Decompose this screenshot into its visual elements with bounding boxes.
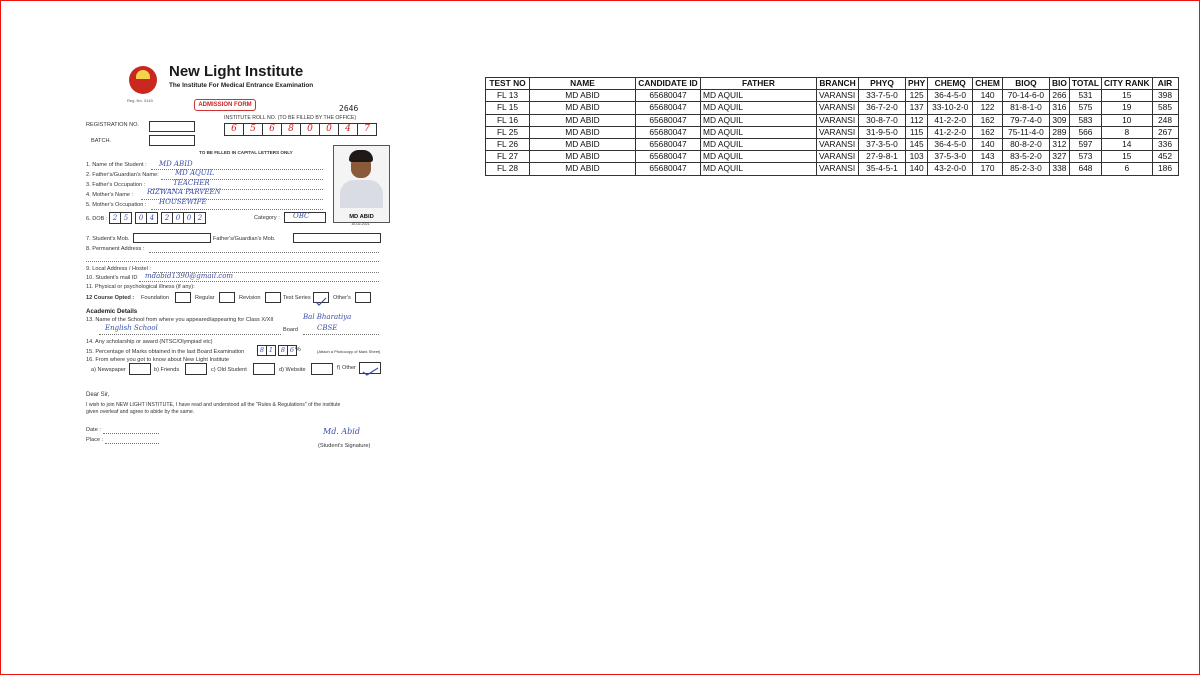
table-cell: 267 xyxy=(1152,126,1178,138)
table-cell: VARANSI xyxy=(817,139,859,151)
table-cell: VARANSI xyxy=(817,114,859,126)
source-other: f) Other xyxy=(337,365,356,371)
table-cell: 65680047 xyxy=(636,151,701,163)
table-cell: MD AQUIL xyxy=(701,114,817,126)
dotted-line xyxy=(99,334,281,335)
column-header: PHY xyxy=(906,78,928,90)
table-cell: FL 26 xyxy=(486,139,530,151)
table-cell: 309 xyxy=(1049,114,1069,126)
mother-occupation-value: HOUSEWIFE xyxy=(159,198,207,206)
student-name-value: MD ABID xyxy=(159,160,193,168)
table-cell: 31-9-5-0 xyxy=(859,126,906,138)
table-header-row xyxy=(486,78,1179,90)
table-cell: 85-2-3-0 xyxy=(1002,163,1049,175)
column-header: BIO xyxy=(1049,78,1069,90)
table-cell: 81-8-1-0 xyxy=(1002,102,1049,114)
column-header: TEST NO xyxy=(486,78,530,90)
course-option-regular: Regular xyxy=(195,295,215,301)
school-name-value-1: Bal Bharatiya xyxy=(303,313,352,321)
table-row xyxy=(486,163,1179,175)
dob-label: 6. DOB : xyxy=(86,216,108,222)
table-cell: 36-4-5-0 xyxy=(928,90,973,102)
old-student-checkbox xyxy=(253,363,275,375)
table-cell: VARANSI xyxy=(817,90,859,102)
table-cell: MD AQUIL xyxy=(701,163,817,175)
signature-label: (Student's Signature) xyxy=(318,443,371,449)
dob-boxes xyxy=(109,212,205,224)
friends-checkbox xyxy=(185,363,207,375)
photo-caption: MD ABID xyxy=(349,214,374,220)
dob-digit: 2 xyxy=(194,212,206,224)
roll-no-digit: 8 xyxy=(281,123,301,136)
roll-no-digit: 6 xyxy=(224,123,244,136)
dob-digit: 0 xyxy=(135,212,147,224)
table-cell: 248 xyxy=(1152,114,1178,126)
table-cell: 65680047 xyxy=(636,163,701,175)
table-row xyxy=(486,102,1179,114)
table-cell: 115 xyxy=(906,126,928,138)
table-cell: FL 16 xyxy=(486,114,530,126)
table-cell: MD ABID xyxy=(530,163,636,175)
batch-box xyxy=(149,135,195,146)
roll-no-digit: 6 xyxy=(262,123,282,136)
table-cell: MD ABID xyxy=(530,139,636,151)
roll-no-label: INSTITUTE ROLL NO. (TO BE FILLED BY THE OFFICE) xyxy=(224,115,357,121)
board-label: Board xyxy=(283,327,298,333)
table-cell: 140 xyxy=(973,90,1003,102)
category-label: Category : xyxy=(254,215,280,221)
column-header: NAME xyxy=(530,78,636,90)
table-cell: 79-7-4-0 xyxy=(1002,114,1049,126)
declaration-line-1: I wish to join NEW LIGHT INSTITUTE, I have read and understood all the "Rules & Regulations" of the institute xyxy=(86,402,341,408)
dob-digit: 2 xyxy=(161,212,173,224)
percentage-digit: 6 xyxy=(287,345,297,356)
mother-name-value: RIZWANA PARVEEN xyxy=(147,188,221,196)
table-cell: 36-4-5-0 xyxy=(928,139,973,151)
website-checkbox xyxy=(311,363,333,375)
dotted-line xyxy=(149,252,379,253)
roll-no-digit: 4 xyxy=(338,123,358,136)
mother-occupation-label: 5. Mother's Occupation : xyxy=(86,202,147,208)
email-value: mdabid1390@gmail.com xyxy=(145,272,234,280)
percentage-digit: 1 xyxy=(266,345,276,356)
registration-no-label: REGISTRATION NO. xyxy=(86,122,140,128)
table-cell: 43-2-0-0 xyxy=(928,163,973,175)
table-cell: 65680047 xyxy=(636,102,701,114)
column-header: BIOQ xyxy=(1002,78,1049,90)
table-cell: FL 28 xyxy=(486,163,530,175)
student-name-label: 1. Name of the Student : xyxy=(86,162,147,168)
table-cell: 65680047 xyxy=(636,126,701,138)
table-row xyxy=(486,151,1179,163)
know-about-label: 16. From where you got to know about New Light Institute xyxy=(86,357,230,363)
table-cell: 35-4-5-1 xyxy=(859,163,906,175)
column-header: CHEMQ xyxy=(928,78,973,90)
dob-digit: 2 xyxy=(109,212,121,224)
table-cell: 27-9-8-1 xyxy=(859,151,906,163)
table-cell: 338 xyxy=(1049,163,1069,175)
column-header: FATHER xyxy=(701,78,817,90)
board-value: CBSE xyxy=(317,324,338,332)
father-name-value: MD AQUIL xyxy=(175,169,215,177)
course-option-foundation: Foundation xyxy=(141,295,169,301)
table-cell: MD AQUIL xyxy=(701,126,817,138)
logo-lamp-icon xyxy=(136,70,150,79)
source-friends: b) Friends xyxy=(154,367,180,373)
check-mark-icon xyxy=(314,297,328,306)
father-occupation-label: 3. Father's Occupation : xyxy=(86,182,146,188)
table-cell: 36-7-2-0 xyxy=(859,102,906,114)
student-signature: Md. Abid xyxy=(323,427,360,436)
father-occupation-value: TEACHER xyxy=(173,179,210,187)
table-cell: 585 xyxy=(1152,102,1178,114)
email-label: 10. Student's mail ID xyxy=(86,275,138,281)
table-cell: 80-8-2-0 xyxy=(1002,139,1049,151)
dotted-line xyxy=(86,261,379,262)
dear-sir: Dear Sir, xyxy=(86,392,110,398)
regular-checkbox xyxy=(219,292,235,303)
guardian-mob-box xyxy=(293,233,381,243)
local-address-label: 9. Local Address / Hostel : xyxy=(86,266,151,272)
foundation-checkbox xyxy=(175,292,191,303)
table-cell: MD ABID xyxy=(530,151,636,163)
student-mob-label: 7. Student's Mob. xyxy=(86,236,130,242)
table-cell: 140 xyxy=(973,139,1003,151)
table-cell: 15 xyxy=(1102,151,1152,163)
table-cell: 143 xyxy=(973,151,1003,163)
table-cell: 65680047 xyxy=(636,90,701,102)
table-cell: 6 xyxy=(1102,163,1152,175)
column-header: CITY RANK xyxy=(1102,78,1152,90)
guardian-mob-label: Father's/Guardian's Mob. xyxy=(213,236,276,242)
table-cell: 103 xyxy=(906,151,928,163)
student-photo xyxy=(333,145,390,223)
table-cell: MD ABID xyxy=(530,114,636,126)
dob-digit: 0 xyxy=(183,212,195,224)
percentage-digit: 8 xyxy=(278,345,288,356)
table-cell: 75-11-4-0 xyxy=(1002,126,1049,138)
table-cell: 186 xyxy=(1152,163,1178,175)
table-row xyxy=(486,114,1179,126)
table-cell: 316 xyxy=(1049,102,1069,114)
source-website: d) Website xyxy=(279,367,306,373)
batch-label: BATCH. xyxy=(91,138,112,144)
table-cell: 10 xyxy=(1102,114,1152,126)
table-cell: 398 xyxy=(1152,90,1178,102)
dotted-line xyxy=(303,334,379,335)
table-cell: 122 xyxy=(973,102,1003,114)
roll-no-digit: 0 xyxy=(319,123,339,136)
table-cell: VARANSI xyxy=(817,151,859,163)
course-option-others: Other's xyxy=(333,295,351,301)
table-cell: 8 xyxy=(1102,126,1152,138)
check-mark-icon xyxy=(360,366,380,376)
table-cell: 125 xyxy=(906,90,928,102)
roll-no-digit: 5 xyxy=(243,123,263,136)
student-mob-box xyxy=(133,233,211,243)
illness-label: 11. Physical or psychological illness (if any): xyxy=(86,284,195,290)
table-cell: MD AQUIL xyxy=(701,151,817,163)
percentage-label: 15. Percentage of Marks obtained in the last Board Examination xyxy=(86,349,245,355)
school-name-value-2: English School xyxy=(105,324,158,332)
table-cell: 83-5-2-0 xyxy=(1002,151,1049,163)
table-cell: 41-2-2-0 xyxy=(928,114,973,126)
table-header xyxy=(486,78,1179,90)
table-body xyxy=(486,90,1179,175)
dob-digit: 4 xyxy=(146,212,158,224)
dotted-line xyxy=(151,209,323,210)
dob-digit: 0 xyxy=(172,212,184,224)
table-cell: 112 xyxy=(906,114,928,126)
table-cell: MD AQUIL xyxy=(701,90,817,102)
dotted-line xyxy=(139,281,379,282)
table-cell: 33-10-2-0 xyxy=(928,102,973,114)
others-checkbox xyxy=(355,292,371,303)
photo-hair xyxy=(349,150,373,162)
table-cell: 266 xyxy=(1049,90,1069,102)
percent-sign: % xyxy=(295,346,301,353)
roll-no-boxes xyxy=(224,123,376,136)
source-newspaper: a) Newspaper xyxy=(91,367,126,373)
date-label: Date : xyxy=(86,427,101,433)
table-cell: 19 xyxy=(1102,102,1152,114)
table-cell: 137 xyxy=(906,102,928,114)
table-cell: 30-8-7-0 xyxy=(859,114,906,126)
table-cell: MD ABID xyxy=(530,102,636,114)
table-cell: 65680047 xyxy=(636,139,701,151)
table-cell: VARANSI xyxy=(817,126,859,138)
table-cell: FL 25 xyxy=(486,126,530,138)
dotted-line xyxy=(103,433,159,434)
roll-no-digit: 7 xyxy=(357,123,377,136)
course-option-test-series: Test Series xyxy=(283,295,311,301)
column-header: AIR xyxy=(1152,78,1178,90)
table-cell: 140 xyxy=(906,163,928,175)
institute-subtitle: The Institute For Medical Entrance Examination xyxy=(169,82,314,89)
percentage-digit: 8 xyxy=(257,345,267,356)
dotted-line xyxy=(105,443,159,444)
table-cell: MD AQUIL xyxy=(701,102,817,114)
declaration-line-2: given overleaf and agree to abide by the same. xyxy=(86,409,195,415)
table-cell: 37-3-5-0 xyxy=(859,139,906,151)
table-cell: 648 xyxy=(1069,163,1101,175)
course-opted-label: 12 Course Opted : xyxy=(86,295,135,301)
test-series-checkbox xyxy=(313,292,329,303)
table-cell: 583 xyxy=(1069,114,1101,126)
roll-no-digit: 0 xyxy=(300,123,320,136)
table-cell: 597 xyxy=(1069,139,1101,151)
column-header: CANDIDATE ID xyxy=(636,78,701,90)
table-cell: VARANSI xyxy=(817,102,859,114)
school-label: 13. Name of the School from where you appeared/appearing for Class X/XII xyxy=(86,317,274,323)
course-option-revision: Revision xyxy=(239,295,261,301)
table-cell: 573 xyxy=(1069,151,1101,163)
table-cell: 15 xyxy=(1102,90,1152,102)
table-cell: 575 xyxy=(1069,102,1101,114)
table-cell: MD ABID xyxy=(530,126,636,138)
source-old-student: c) Old Student xyxy=(211,367,247,373)
percentage-boxes xyxy=(257,345,296,356)
registration-number-note: Reg. No. 3140 xyxy=(127,98,153,103)
revision-checkbox xyxy=(265,292,281,303)
table-cell: 145 xyxy=(906,139,928,151)
table-cell: 327 xyxy=(1049,151,1069,163)
table-cell: MD ABID xyxy=(530,90,636,102)
table-cell: 566 xyxy=(1069,126,1101,138)
table-cell: 65680047 xyxy=(636,114,701,126)
table-cell: MD AQUIL xyxy=(701,139,817,151)
form-number: 2646 xyxy=(339,104,359,113)
category-value: OBC xyxy=(293,212,310,220)
institute-name: New Light Institute xyxy=(169,63,304,80)
mother-name-label: 4. Mother's Name : xyxy=(86,192,134,198)
table-row xyxy=(486,139,1179,151)
table-cell: FL 13 xyxy=(486,90,530,102)
table-cell: 531 xyxy=(1069,90,1101,102)
table-cell: 336 xyxy=(1152,139,1178,151)
table-cell: 33-7-5-0 xyxy=(859,90,906,102)
table-row xyxy=(486,126,1179,138)
photo-shirt xyxy=(340,180,383,208)
table-cell: FL 27 xyxy=(486,151,530,163)
table-cell: 170 xyxy=(973,163,1003,175)
scholarship-label: 14. Any scholarship or award (NTSC/Olympiad etc) xyxy=(86,339,213,345)
admission-form-label: ADMISSION FORM xyxy=(194,99,256,111)
table-cell: 70-14-6-0 xyxy=(1002,90,1049,102)
table-cell: 37-5-3-0 xyxy=(928,151,973,163)
table-cell: 289 xyxy=(1049,126,1069,138)
test-results-table xyxy=(485,77,1179,176)
column-header: BRANCH xyxy=(817,78,859,90)
academic-details-heading: Academic Details xyxy=(86,308,138,315)
permanent-address-label: 8. Permanent Address : xyxy=(86,246,145,252)
admission-form-scan xyxy=(81,61,401,456)
table-cell: 14 xyxy=(1102,139,1152,151)
table-cell: FL 15 xyxy=(486,102,530,114)
table-cell: 452 xyxy=(1152,151,1178,163)
marksheet-note: (Attach a Photocopy of Mark Sheet) xyxy=(317,349,381,354)
table-row xyxy=(486,90,1179,102)
column-header: PHYQ xyxy=(859,78,906,90)
column-header: TOTAL xyxy=(1069,78,1101,90)
table-cell: 41-2-2-0 xyxy=(928,126,973,138)
table-cell: 162 xyxy=(973,114,1003,126)
capitals-note: TO BE FILLED IN CAPITAL LETTERS ONLY xyxy=(199,150,293,155)
dob-digit: 5 xyxy=(120,212,132,224)
registration-no-box xyxy=(149,121,195,132)
father-name-label: 2. Father's/Guardian's Name: xyxy=(86,172,159,178)
photo-date: 10-02-2021 xyxy=(351,222,370,226)
other-checkbox xyxy=(359,362,381,374)
column-header: CHEM xyxy=(973,78,1003,90)
table-cell: 312 xyxy=(1049,139,1069,151)
table-cell: 162 xyxy=(973,126,1003,138)
table-cell: VARANSI xyxy=(817,163,859,175)
newspaper-checkbox xyxy=(129,363,151,375)
place-label: Place : xyxy=(86,437,104,443)
